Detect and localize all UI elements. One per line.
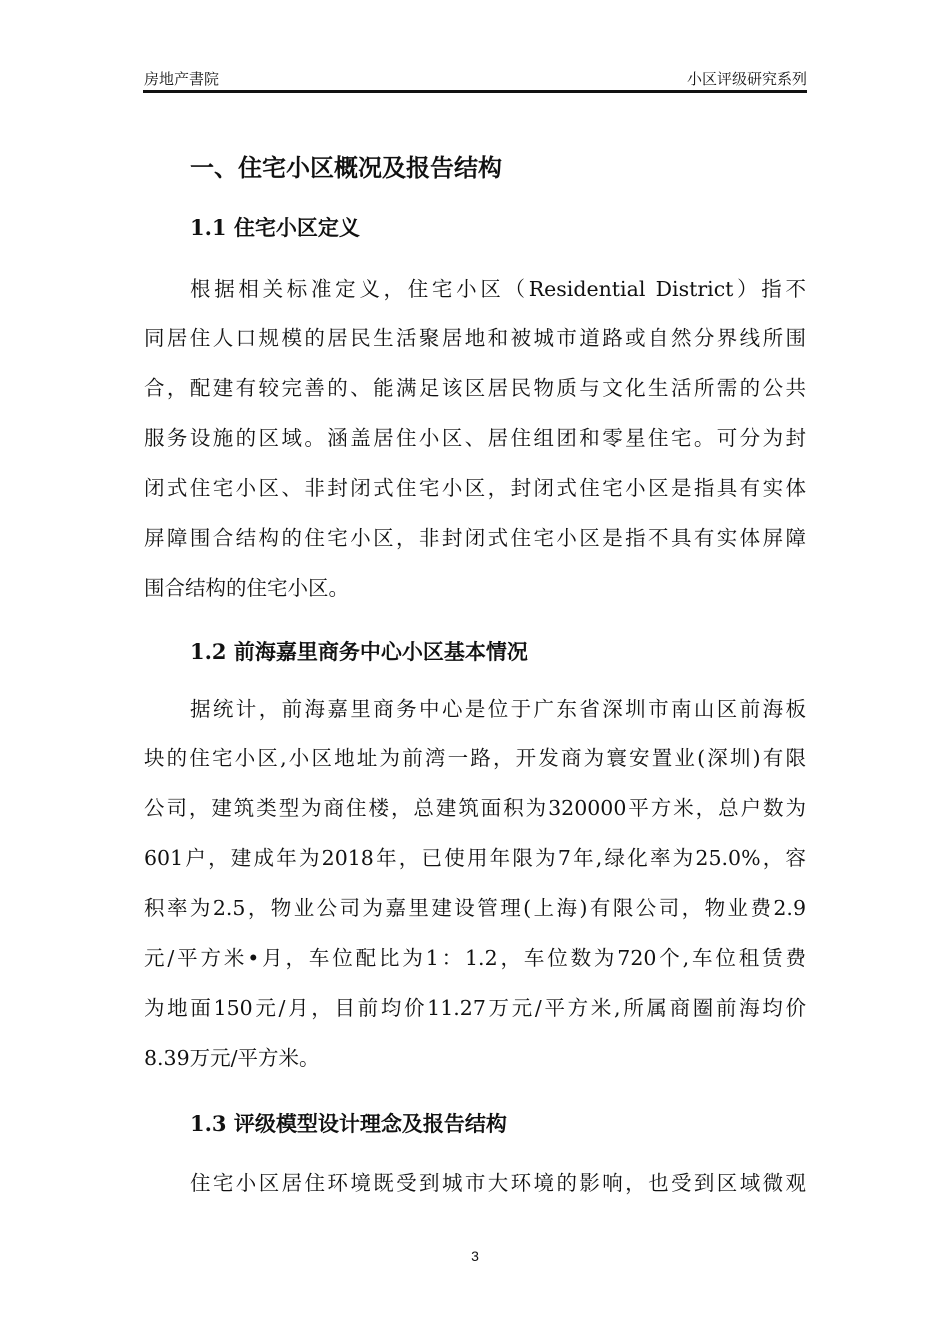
paragraph-line: 为地面150元/月，目前均价11.27万元/平方米,所属商圈前海均价 [144, 996, 806, 1020]
header-divider [143, 90, 807, 93]
chapter-title: 一、住宅小区概况及报告结构 [190, 153, 502, 182]
section-1-3-title: 1.3 评级模型设计理念及报告结构 [190, 1111, 507, 1136]
paragraph-line: 闭式住宅小区、非封闭式住宅小区，封闭式住宅小区是指具有实体 [144, 476, 806, 500]
paragraph-line: 住宅小区居住环境既受到城市大环境的影响，也受到区域微观 [190, 1171, 806, 1195]
section-1-2-title: 1.2 前海嘉里商务中心小区基本情况 [190, 639, 528, 664]
section-1-1-title: 1.1 住宅小区定义 [190, 215, 360, 240]
paragraph-line: 同居住人口规模的居民生活聚居地和被城市道路或自然分界线所围 [144, 326, 806, 350]
paragraph-line: 根据相关标准定义，住宅小区（Residential District）指不 [190, 277, 806, 301]
paragraph-line: 公司，建筑类型为商住楼，总建筑面积为320000平方米，总户数为 [144, 796, 806, 820]
paragraph-line: 服务设施的区域。涵盖居住小区、居住组团和零星住宅。可分为封 [144, 426, 806, 450]
paragraph-line: 8.39万元/平方米。 [144, 1046, 320, 1070]
paragraph-line: 元/平方米•月，车位配比为1：1.2，车位数为720个,车位租赁费 [144, 946, 806, 970]
paragraph-line: 围合结构的住宅小区。 [144, 576, 349, 600]
paragraph-line: 块的住宅小区,小区地址为前湾一路，开发商为寰安置业(深圳)有限 [144, 746, 806, 770]
paragraph-line: 合，配建有较完善的、能满足该区居民物质与文化生活所需的公共 [144, 376, 806, 400]
paragraph-line: 据统计，前海嘉里商务中心是位于广东省深圳市南山区前海板 [190, 697, 806, 721]
paragraph-line: 积率为2.5，物业公司为嘉里建设管理(上海)有限公司，物业费2.9 [144, 896, 806, 920]
page-number: 3 [471, 1248, 479, 1264]
header-left: 房地产書院 [144, 70, 220, 88]
paragraph-line: 601户，建成年为2018年，已使用年限为7年,绿化率为25.0%，容 [144, 846, 806, 870]
paragraph-line: 屏障围合结构的住宅小区，非封闭式住宅小区是指不具有实体屏障 [144, 526, 806, 550]
header-right: 小区评级研究系列 [686, 70, 807, 88]
